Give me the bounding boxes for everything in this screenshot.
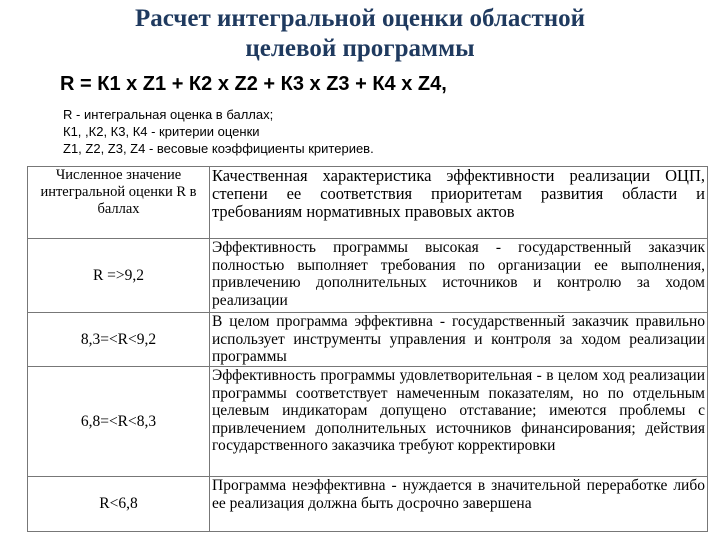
legend: [63, 106, 374, 157]
table-header-row: [28, 167, 708, 239]
title-line-1: Расчет интегральной оценки областной: [134, 5, 586, 32]
legend-line: К1, ,К2, К3, К4 - критерии оценки: [63, 124, 260, 139]
evaluation-table: [27, 166, 708, 532]
row-description: Эффективность программы удовлетворительная - в целом ход реализации программы соответствует намеченным показателям, но по отдельным целевым индикаторам допущено отставание; имеются проблемы с привлечением дополнительных источников финансирования; действия государственного заказчика требуют корректировки: [210, 367, 708, 477]
table-row: [28, 313, 708, 367]
table-row: [28, 477, 708, 532]
row-description: Программа неэффективна - нуждается в значительной переработке либо ее реализация должна быть досрочно завершена: [210, 477, 708, 532]
row-value: R =>9,2: [28, 239, 210, 313]
header-cell-description: Качественная характеристика эффективности реализации ОЦП, степени ее соответствия приоритетам развития области и требованиям нормативных правовых актов: [210, 167, 708, 239]
row-value: R<6,8: [28, 477, 210, 532]
row-description: В целом программа эффективна - государственный заказчик правильно использует инструменты управления и контроля за ходом реализации программы: [210, 313, 708, 367]
row-description: Эффективность программы высокая - государственный заказчик полностью выполняет требования по организации ее выполнения, привлечению дополнительных источников и контролю за ходом реализации: [210, 239, 708, 313]
row-value: 8,3=<R<9,2: [28, 313, 210, 367]
table-row: [28, 367, 708, 477]
formula: R = К1 х Z1 + К2 х Z2 + К3 х Z3 + К4 х Z4,: [60, 73, 447, 95]
row-value: 6,8=<R<8,3: [28, 367, 210, 477]
legend-line: Z1, Z2, Z3, Z4 - весовые коэффициенты критериев.: [63, 141, 374, 156]
header-cell-value: Численное значение интегральной оценки R в баллах: [28, 167, 210, 239]
table-row: [28, 239, 708, 313]
legend-line: R - интегральная оценка в баллах;: [63, 107, 274, 122]
title-line-2: целевой программы: [245, 35, 475, 62]
page-title: [0, 4, 720, 64]
